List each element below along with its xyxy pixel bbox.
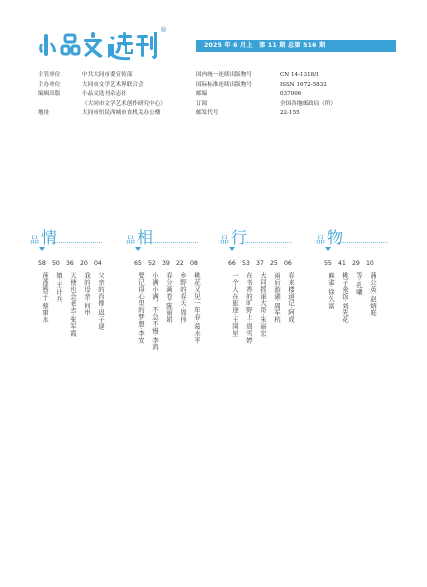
section-divider [148,242,198,243]
triangle-icon [325,247,331,251]
triangle-icon [229,247,235,251]
article-title[interactable]: 我的母亲·何申 [83,272,91,316]
info-row: 主管单位 中共大同市委宣传部 [38,72,133,78]
registered-mark: ® [160,26,167,34]
article-title[interactable]: 雨后游湖·周军杭 [273,272,281,323]
section-divider [242,242,292,243]
article-title[interactable]: 天使也会老去·张军霞 [69,272,77,337]
section-divider [338,242,388,243]
article-titles [228,272,298,344]
article-title[interactable]: 娘·王计兵 [55,272,63,303]
issue-number-bar: 2025 年 6 月上 第 11 期 总第 516 期 [196,40,396,52]
article-title[interactable]: 桃子氽饭·刘先花 [341,272,349,323]
page-numbers: 55 41 29 10 [324,260,374,267]
article-title[interactable]: 麻雀·徐久富 [327,272,335,310]
info-row: 编辑出版 小品文选刊杂志社 [38,91,127,98]
info-row: 邮编 037006 [196,91,302,98]
article-title[interactable]: 在书香的旷野上·周雪婷 [245,272,253,344]
info-row: 地址 大同市恒民西城市直机关办公楼 [38,110,161,117]
info-row: （大同市文学艺术创作研究中心） [82,100,166,107]
info-row: 国内统一连续出版物号 CN 14-1318/I [196,72,319,78]
article-title[interactable]: 等·孔曦 [355,272,363,296]
article-title[interactable]: 春来楼道记·阿成 [287,272,295,323]
article-titles [134,272,204,350]
article-title[interactable]: 父亲的肖像·迟子建 [97,272,105,330]
article-title[interactable]: 乡野的春天·周伟 [179,272,187,323]
info-row: 主办单位 大同市文学艺术界联合会 [38,81,144,88]
triangle-icon [39,247,45,251]
section-divider [52,242,102,243]
article-title[interactable]: 莲蓬簪子·蔡康永 [41,272,49,323]
info-row: 订阅 全国各地邮政局（所） [196,100,336,107]
publisher-info [38,71,166,119]
page-numbers: 65 52 39 22 08 [134,260,198,267]
triangle-icon [135,247,141,251]
info-row: 国际标准连续出版物号 ISSN 1672-5832 [196,81,327,88]
info-row: 邮发代号 22-155 [196,110,300,117]
article-titles [38,272,108,337]
article-title[interactable]: 桃花又见一年春·葛水平 [193,272,201,344]
page-numbers: 66 53 37 25 06 [228,260,292,267]
article-title[interactable]: 一个人在旅途·王国星 [231,272,239,337]
serial-info [196,71,336,119]
page-numbers: 58 50 36 20 04 [38,260,102,267]
magazine-logo [38,30,158,62]
article-title[interactable]: 春分画卷·陈丽娟 [165,272,173,323]
article-title[interactable]: 大同摇滚大哥·朱丽宏 [259,272,267,337]
article-title[interactable]: 蒲公英·赵炳庭 [369,272,377,316]
article-title[interactable]: 要记得心里的梦想·李安 [137,272,145,344]
article-titles [324,272,380,323]
article-title[interactable]: 小满小满，不急不慢·李鸿 [151,272,159,351]
